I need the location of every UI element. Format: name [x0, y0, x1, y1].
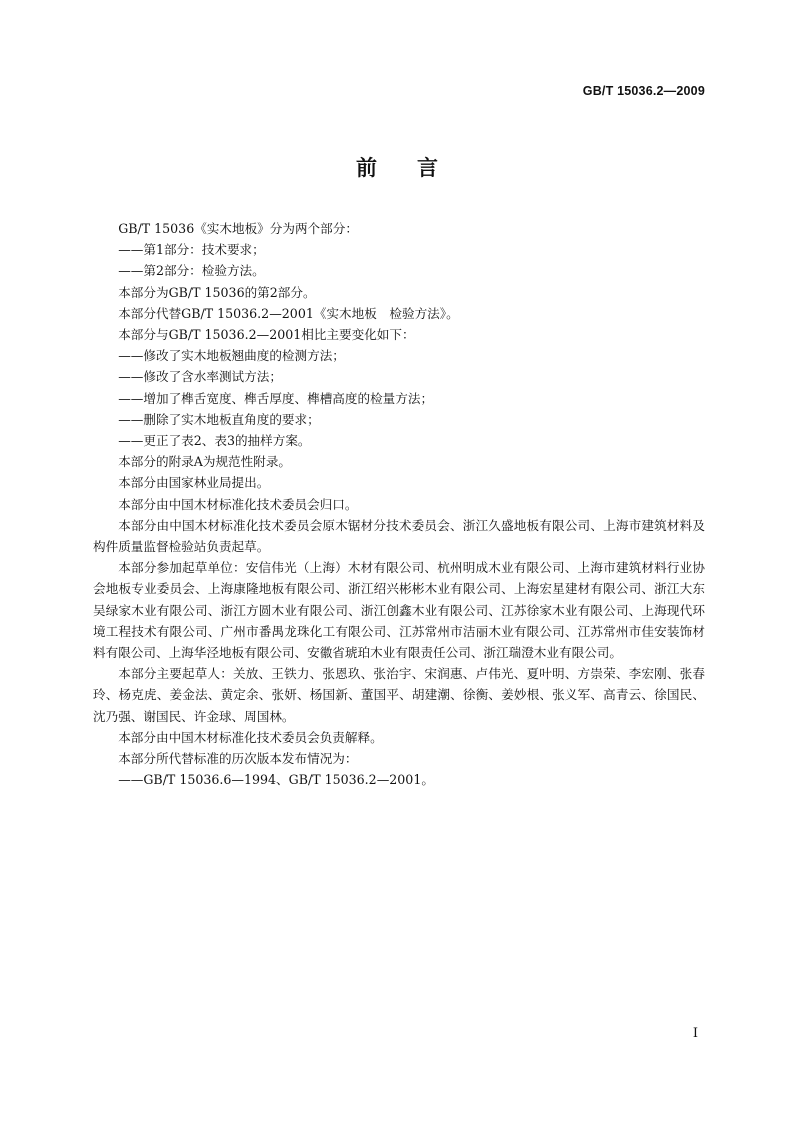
paragraph: ——删除了实木地板直角度的要求； [118, 411, 320, 427]
page-title: 前言 [356, 156, 478, 180]
paragraph: 本部分所代替标准的历次版本发布情况为： [118, 751, 358, 767]
standard-code: GB/T 15036.2—2009 [582, 84, 705, 98]
paragraph: 本部分由中国木材标准化技术委员会负责解释。 [118, 729, 383, 745]
paragraph: 本部分由国家林业局提出。 [118, 475, 270, 491]
paragraph: ——第2部分：检验方法。 [118, 263, 265, 279]
paragraph: ——第1部分：技术要求； [118, 242, 265, 258]
foreword-body [93, 218, 705, 790]
paragraph: 本部分由中国木材标准化技术委员会归口。 [118, 496, 358, 512]
paragraph: 本部分由中国木材标准化技术委员会原木锯材分技术委员会、浙江久盛地板有限公司、上海市建筑材料及构件质量监督检验站负责起草。 [93, 517, 705, 555]
paragraph: 本部分为GB/T 15036的第2部分。 [118, 284, 316, 300]
paragraph: ——修改了实木地板翘曲度的检测方法； [118, 348, 345, 364]
paragraph: ——GB/T 15036.6—1994、GB/T 15036.2—2001。 [118, 772, 434, 788]
paragraph: 本部分代替GB/T 15036.2—2001《实木地板 检验方法》。 [118, 305, 459, 321]
paragraph: 本部分与GB/T 15036.2—2001相比主要变化如下： [118, 327, 415, 343]
paragraph: 本部分参加起草单位：安信伟光（上海）木材有限公司、杭州明成木业有限公司、上海市建筑材料行业协会地板专业委员会、上海康隆地板有限公司、浙江绍兴彬彬木业有限公司、上海宏星建材有限公司、浙江大东吴绿家木业有限公司、浙江方圆木业有限公司、浙江创鑫木业有限公司、江苏徐家木业有限公司、上海现代环境工程技术有限公司、广州市番禺龙珠化工有限公司、江苏常州市洁丽木业有限公司、江苏常州市佳安装饰材料有限公司、上海华泾地板有限公司、安徽省琥珀木业有限责任公司、浙江瑞澄木业有限公司。 [93, 560, 705, 661]
paragraph: GB/T 15036《实木地板》分为两个部分： [118, 221, 358, 236]
paragraph: ——更正了表2、表3的抽样方案。 [118, 433, 311, 449]
paragraph: ——增加了榫舌宽度、榫舌厚度、榫槽高度的检量方法； [118, 390, 434, 406]
page-number: I [692, 1026, 698, 1041]
paragraph: 本部分的附录A为规范性附录。 [118, 454, 292, 470]
paragraph: 本部分主要起草人：关放、王铁力、张恩玖、张治宇、宋润惠、卢伟光、夏叶明、方崇荣、李宏刚、张春玲、杨克虎、姜金法、黄定余、张妍、杨国新、董国平、胡建潮、徐衡、姜妙根、张义军、高青云、徐国民、沈乃强、谢国民、许金球、周国林。 [93, 666, 705, 724]
paragraph: ——修改了含水率测试方法； [118, 369, 282, 385]
